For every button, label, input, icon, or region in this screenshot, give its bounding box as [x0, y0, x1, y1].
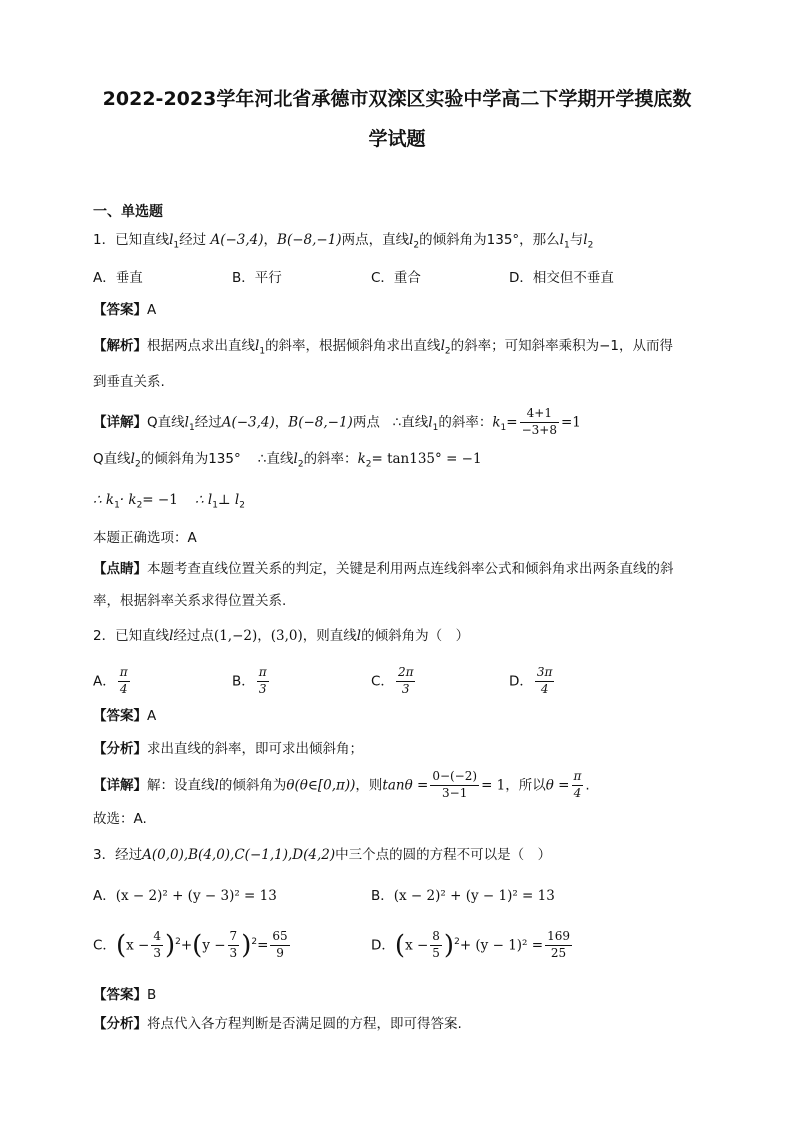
q1-option-a: A．垂直 [93, 270, 143, 286]
section-heading: 一、单选题 [93, 204, 163, 220]
q1-detail-line2: Q直线$l_2$的倾斜角为135° ∴直线$l_2$的斜率：$k_2= \tan 135^\circ = -1$ [93, 451, 482, 470]
q2-option-b: B． $\frac{\pi}{3}$ [232, 665, 267, 696]
q2-analysis: 【分析】求出直线的斜率，即可求出倾斜角； [93, 741, 363, 757]
q1-option-b: B．平行 [232, 270, 282, 286]
document-title-line1: 2022-2023学年河北省承德市双滦区实验中学高二下学期开学摸底数 [102, 88, 692, 110]
question-3-stem: 3．经过A(0,0),B(4,0),C(−1,1),D(4,2)中三个点的圆的方程不可以是（ ） [93, 847, 552, 863]
q1-option-d: D．相交但不垂直 [509, 270, 614, 286]
q3-answer: 【答案】B [93, 987, 157, 1003]
q2-option-a: A． $\frac{\pi}{4}$ [93, 665, 128, 696]
q3-analysis: 【分析】将点代入各方程判断是否满足圆的方程，即可得答案. [93, 1016, 462, 1032]
question-2-stem: 2．已知直线l经过点(1,−2)，(3,0)，则直线l的倾斜角为（ ） [93, 628, 470, 644]
q1-answer: 【答案】A [93, 302, 157, 318]
question-1-stem: 1．已知直线$l_1$经过 A(−3,4)，B(−8,−1)两点，直线$l_2$的倾斜角为135°，那么$l_1$与$l_2$ [93, 232, 594, 251]
q2-detail: 【详解】解：设直线l的倾斜角为θ(θ∈[0,π))，则tanθ = $\frac{0-(-2)}{3-1}$ = 1，所以θ = $\frac{\pi}{4}$ . [93, 769, 590, 800]
document-title-line2: 学试题 [368, 128, 426, 150]
q3-option-a: A．(x − 2)² + (y − 3)² = 13 [93, 888, 277, 904]
q2-choice: 故选：A. [93, 811, 147, 827]
q1-comment-cont: 率，根据斜率关系求得位置关系. [93, 593, 287, 609]
q1-detail-line3: ∴ $k_1\cdot k_2= -1$ ∴ $l_1\perp$ $l_2$ [93, 492, 245, 511]
q3-option-c: C．(x − $\frac{4}{3}$ )$^2$+(y − $\frac{7}{3}$ )$^2$= $\frac{65}{9}$ [93, 929, 288, 961]
q1-comment: 【点睛】本题考查直线位置关系的判定，关键是利用两点连线斜率公式和倾斜角求出两条直线的斜 [93, 561, 674, 577]
q2-option-d: D． $\frac{3\pi}{4}$ [509, 665, 553, 696]
q1-option-c: C．重合 [371, 270, 421, 286]
q1-detail-line1: 【详解】Q直线$l_1$经过A(−3,4)，B(−8,−1)两点 ∴直线$l_1$的斜率：$k_1=$ $\frac{4+1}{-3+8}$ =1 [93, 406, 581, 437]
q1-choice: 本题正确选项：A [93, 530, 197, 546]
q1-analysis-cont: 到垂直关系. [93, 374, 165, 390]
q2-answer: 【答案】A [93, 708, 157, 724]
q3-option-d: D．(x − $\frac{8}{5}$ )$^2$+ (y − 1)² = $\frac{169}{25}$ [371, 929, 570, 961]
q3-option-b: B．(x − 2)² + (y − 1)² = 13 [371, 888, 555, 904]
q1-analysis: 【解析】根据两点求出直线$l_1$的斜率，根据倾斜角求出直线$l_2$的斜率；可知斜率乘积为−1，从而得 [93, 338, 674, 357]
q2-option-c: C． $\frac{2\pi}{3}$ [371, 665, 414, 696]
